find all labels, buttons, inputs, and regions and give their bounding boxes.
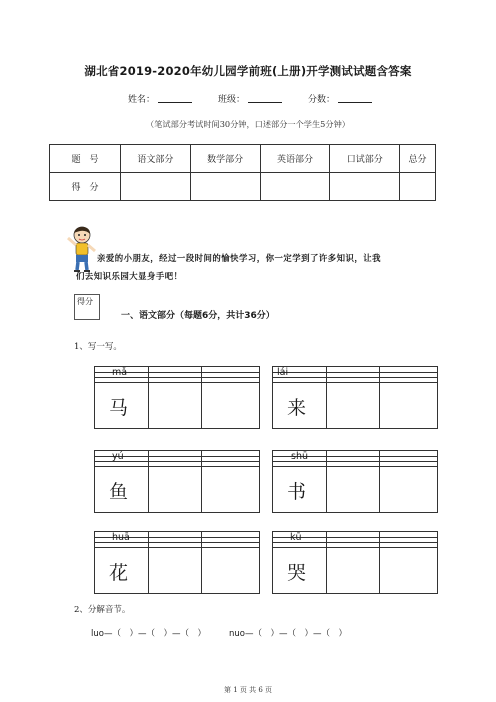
name-blank[interactable]	[158, 102, 192, 103]
syllable-fill-left[interactable]: luo—（ ）—（ ）—（ ）	[91, 629, 206, 639]
page-title: 湖北省2019-2020年幼儿园学前班(上册)开学测试试题含答案	[84, 64, 412, 78]
question-label: 1、写一写。	[74, 342, 122, 352]
score-box-label: 得分	[77, 297, 93, 306]
writing-card[interactable]	[94, 531, 260, 594]
score-cell[interactable]	[190, 173, 260, 201]
page-number: 第 1 页 共 6 页	[223, 686, 273, 694]
hanzi-character: 鱼	[109, 481, 129, 503]
intro-text: 亲爱的小朋友，经过一段时间的愉快学习，你一定学到了许多知识，让我	[97, 253, 381, 263]
table-header-cell: 数学部分	[190, 145, 260, 173]
writing-card[interactable]	[272, 450, 438, 513]
class-blank[interactable]	[248, 102, 282, 103]
pinyin-label: yú	[112, 451, 124, 462]
class-label: 班级：	[218, 95, 246, 105]
table-header-cell: 英语部分	[260, 145, 330, 173]
exam-time-note: （笔试部分考试时间30分钟，口述部分一个学生5分钟）	[146, 119, 350, 129]
table-row-label: 得 分	[50, 173, 121, 201]
score-box[interactable]	[74, 294, 100, 320]
score-cell[interactable]	[121, 173, 191, 201]
score-label: 分数：	[308, 95, 336, 105]
table-header-cell: 题 号	[50, 145, 121, 173]
score-blank[interactable]	[338, 102, 372, 103]
pinyin-label: huā	[112, 532, 130, 543]
score-cell[interactable]	[260, 173, 330, 201]
writing-card[interactable]	[272, 531, 438, 594]
score-cell[interactable]	[400, 173, 436, 201]
pinyin-label: lái	[277, 367, 289, 378]
syllable-fill-right[interactable]: nuo—（ ）—（ ）—（ ）	[229, 629, 347, 639]
table-header-cell: 口试部分	[330, 145, 400, 173]
pinyin-label: kū	[290, 532, 302, 543]
question-label: 2、分解音节。	[74, 605, 131, 615]
writing-card[interactable]	[94, 366, 260, 429]
table-row	[50, 145, 436, 173]
intro-text-continued: 们去知识乐园大显身手吧！	[76, 271, 183, 281]
pinyin-label: shū	[291, 451, 308, 462]
cartoon-boy-icon	[62, 224, 100, 274]
hanzi-character: 哭	[287, 562, 307, 584]
hanzi-character: 书	[287, 481, 307, 503]
writing-card[interactable]	[272, 366, 438, 429]
hanzi-character: 马	[109, 397, 129, 419]
name-label: 姓名：	[128, 95, 156, 105]
section-title: 一、语文部分（每题6分，共计36分）	[121, 311, 275, 321]
score-table	[49, 144, 436, 201]
pinyin-label: mǎ	[112, 367, 128, 378]
table-header-cell: 语文部分	[121, 145, 191, 173]
table-header-cell: 总分	[400, 145, 436, 173]
hanzi-character: 来	[287, 397, 307, 419]
score-cell[interactable]	[330, 173, 400, 201]
table-row	[50, 173, 436, 201]
writing-card[interactable]	[94, 450, 260, 513]
hanzi-character: 花	[109, 562, 129, 584]
